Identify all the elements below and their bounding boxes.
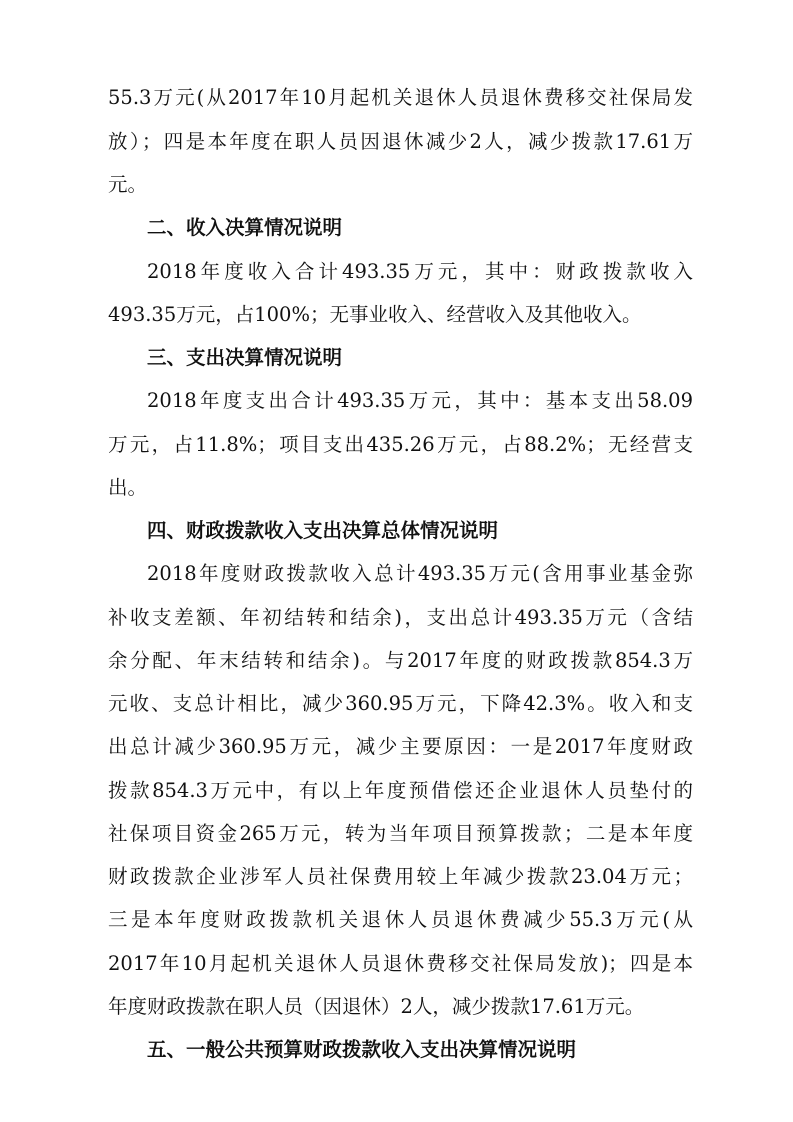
paragraph-line: 补收支差额、年初结转和结余)，支出总计493.35万元（含结 (108, 606, 693, 629)
paragraph-line: 元收、支总计相比，减少360.95万元，下降42.3%。收入和支 (108, 692, 693, 715)
paragraph-line: 年度财政拨款在职人员（因退休）2人，减少拨款17.61万元。 (108, 995, 645, 1018)
paragraph-line: 万元，占11.8%；项目支出435.26万元，占88.2%；无经营支 (108, 433, 693, 456)
paragraph-line: 拨款854.3万元中，有以上年度预借偿还企业退休人员垫付的 (108, 779, 693, 802)
paragraph-line: 余分配、年末结转和结余)。与2017年度的财政拨款854.3万 (108, 649, 693, 672)
paragraph-line: 元。 (108, 173, 148, 196)
paragraph-line: 出。 (108, 476, 148, 499)
paragraph-line: 财政拨款企业涉军人员社保费用较上年减少拨款23.04万元； (108, 865, 693, 888)
paragraph-line: 三是本年度财政拨款机关退休人员退休费减少55.3万元(从 (108, 908, 693, 931)
paragraph-line: 放）；四是本年度在职人员因退休减少2人，减少拨款17.61万 (108, 130, 693, 153)
paragraph-line: 2017年10月起机关退休人员退休费移交社保局发放)；四是本 (108, 952, 693, 975)
paragraph-line: 55.3万元(从2017年10月起机关退休人员退休费移交社保局发 (108, 86, 693, 109)
paragraph-line: 2018年度收入合计493.35万元，其中：财政拨款收入 (147, 260, 693, 283)
paragraph-line: 2018年度支出合计493.35万元，其中：基本支出58.09 (147, 389, 693, 412)
paragraph-line: 社保项目资金265万元，转为当年项目预算拨款；二是本年度 (108, 822, 693, 845)
section-heading-fiscal-total: 四、财政拨款收入支出决算总体情况说明 (147, 519, 499, 542)
section-heading-expenditure: 三、支出决算情况说明 (147, 346, 343, 369)
paragraph-line: 出总计减少360.95万元，减少主要原因：一是2017年度财政 (108, 735, 693, 758)
section-heading-general-budget: 五、一般公共预算财政拨款收入支出决算情况说明 (147, 1038, 577, 1061)
section-heading-income: 二、收入决算情况说明 (147, 216, 343, 239)
paragraph-line: 493.35万元，占100%；无事业收入、经营收入及其他收入。 (108, 303, 642, 326)
paragraph-line: 2018年度财政拨款收入总计493.35万元(含用事业基金弥 (147, 562, 693, 585)
